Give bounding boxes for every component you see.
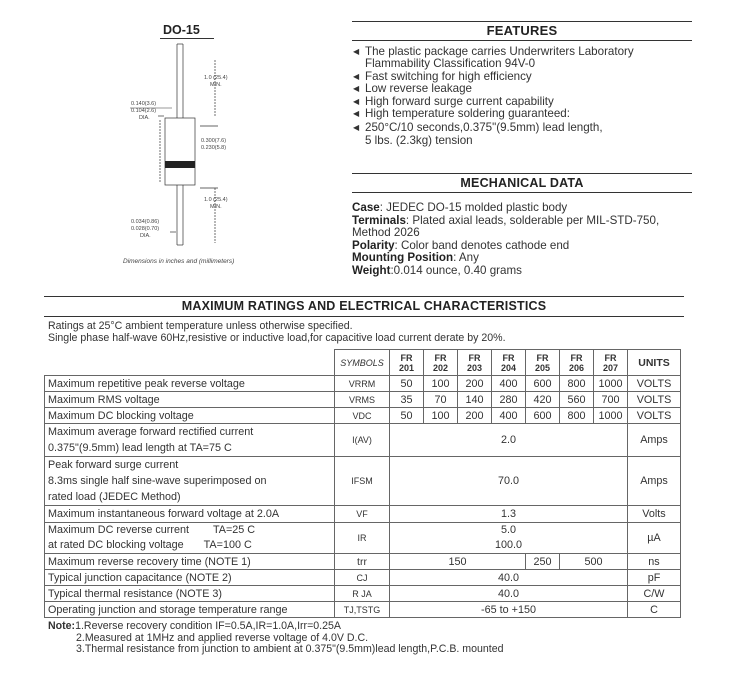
dim-lead-dia-a: 0.034(0.86) (131, 219, 160, 225)
mech-bottom-rule (352, 192, 692, 193)
value-cell: 800 (560, 376, 594, 392)
value-cell: 400 (492, 376, 526, 392)
part-header: FR 201 (390, 350, 424, 376)
feature-item: ◀ 250°C/10 seconds,0.375"(9.5mm) lead length, (353, 121, 603, 135)
dim-body-dia-lbl: DIA. (139, 115, 150, 121)
symbol-cell: TJ,TSTG (335, 602, 390, 618)
feature-item: ◀ Low reverse leakage (353, 82, 472, 96)
symbol-cell: VDC (335, 408, 390, 424)
param-label: Maximum RMS voltage (45, 392, 335, 408)
table-row (45, 506, 681, 523)
features-title: FEATURES (486, 23, 558, 38)
package-title: DO-15 (163, 23, 200, 37)
features-list (352, 46, 712, 147)
dim-body-dia-b: 0.104(2.6) (131, 108, 157, 114)
table-row (45, 570, 681, 586)
value-cell: 100 (424, 408, 458, 424)
symbol-cell: CJ (335, 570, 390, 586)
value-cell: 200 (458, 408, 492, 424)
param-label: Operating junction and storage temperature range (45, 602, 335, 618)
note-1: Note:1.Reverse recovery condition IF=0.5A,IR=1.0A,Irr=0.25A (48, 620, 341, 632)
units-header: UNITS (628, 350, 681, 376)
unit-cell: C (628, 602, 681, 618)
mech-terminals: Terminals: Plated axial leads, solderable per MIL-STD-750, (352, 213, 660, 227)
value-cell: 50 (390, 376, 424, 392)
unit-cell: Amps (628, 424, 681, 457)
value-cell: 400 (492, 408, 526, 424)
part-header: FR 206 (560, 350, 594, 376)
notes (48, 621, 504, 656)
unit-cell: pF (628, 570, 681, 586)
unit-cell: Amps (628, 457, 681, 506)
value-cell: 50 (390, 408, 424, 424)
symbol-cell: IR (335, 523, 390, 554)
dim-body-len-a: 0.300(7.6) (201, 138, 227, 144)
param-label: Maximum average forward rectified current 0.375"(9.5mm) lead length at TA=75 C (45, 424, 335, 457)
unit-cell: µA (628, 523, 681, 554)
param-label: Maximum repetitive peak reverse voltage (45, 376, 335, 392)
symbol-cell: IFSM (335, 457, 390, 506)
feature-item: ◀ Fast switching for high efficiency (353, 69, 532, 83)
value-cell: 1000 (594, 408, 628, 424)
note-2: 2.Measured at 1MHz and applied reverse voltage of 4.0V D.C. (76, 631, 369, 644)
ratings-bottom-rule (44, 316, 684, 317)
param-label: Typical junction capacitance (NOTE 2) (45, 570, 335, 586)
symbol-cell: trr (335, 554, 390, 570)
bullet-icon: ◀ (353, 84, 360, 94)
bullet-icon: ◀ (353, 109, 360, 119)
value-cell: 35 (390, 392, 424, 408)
mech-weight: Weight:0.014 ounce, 0.40 grams (352, 263, 522, 277)
value-cell: 70.0 (390, 457, 628, 506)
value-cell: 1.3 (390, 506, 628, 523)
table-row (45, 586, 681, 602)
value-cell: 420 (526, 392, 560, 408)
dim-body-dia-a: 0.140(3.6) (131, 101, 157, 107)
value-cell: -65 to +150 (390, 602, 628, 618)
value-cell: 600 (526, 408, 560, 424)
table-row (45, 457, 681, 506)
symbol-cell: VRMS (335, 392, 390, 408)
table-row (45, 523, 681, 554)
value-cell: 200 (458, 376, 492, 392)
table-row (45, 376, 681, 392)
mechanical-title: MECHANICAL DATA (460, 176, 584, 190)
value-cell: 250 (526, 554, 560, 570)
part-header: FR 207 (594, 350, 628, 376)
value-cell: 40.0 (390, 586, 628, 602)
mech-terminals-cont: Method 2026 (352, 226, 420, 240)
ratings-table (44, 349, 681, 618)
value-cell: 560 (560, 392, 594, 408)
dim-lead-bot-len: 1.0 (25.4) (204, 197, 228, 203)
ratings-condition-1: Ratings at 25°C ambient temperature unless otherwise specified. (48, 320, 353, 332)
param-label: Maximum reverse recovery time (NOTE 1) (45, 554, 335, 570)
unit-cell: Volts (628, 506, 681, 523)
unit-cell: VOLTS (628, 376, 681, 392)
value-cell: 2.0 (390, 424, 628, 457)
dim-lead-top-min: MIN. (210, 82, 222, 88)
dim-lead-dia-b: 0.028(0.70) (131, 226, 160, 232)
value-cell: 800 (560, 408, 594, 424)
symbol-cell: VRRM (335, 376, 390, 392)
part-header: FR 203 (458, 350, 492, 376)
unit-cell: C/W (628, 586, 681, 602)
symbol-cell: I(AV) (335, 424, 390, 457)
part-header: FR 204 (492, 350, 526, 376)
bullet-icon: ◀ (353, 96, 360, 106)
bullet-icon: ◀ (353, 47, 360, 56)
note-3: 3.Thermal resistance from junction to ambient at 0.375"(9.5mm)lead length,P.C.B. mounted (76, 643, 504, 656)
table-header-row (45, 350, 681, 376)
param-label: Maximum DC blocking voltage (45, 408, 335, 424)
ratings-title: MAXIMUM RATINGS AND ELECTRICAL CHARACTERISTICS (181, 299, 547, 313)
dim-lead-top-len: 1.0 (25.4) (204, 75, 228, 81)
symbol-cell: VF (335, 506, 390, 523)
value-cell: 70 (424, 392, 458, 408)
table-row (45, 392, 681, 408)
table-row (45, 602, 681, 618)
value-cell: 140 (458, 392, 492, 408)
mech-top-rule (352, 173, 692, 174)
feature-item-cont: 5 lbs. (2.3kg) tension (365, 133, 473, 147)
cathode-band (165, 161, 195, 168)
unit-cell: ns (628, 554, 681, 570)
table-row (45, 554, 681, 570)
symbol-cell: R JA (335, 586, 390, 602)
features-top-rule (352, 21, 692, 22)
param-label: Maximum DC reverse current TA=25 C at rated DC blocking voltage TA=100 C (45, 523, 335, 554)
value-cell: 700 (594, 392, 628, 408)
symbols-header: SYMBOLS (335, 350, 390, 376)
feature-item: ◀ High temperature soldering guaranteed: (353, 107, 570, 121)
table-row (45, 424, 681, 457)
part-header: FR 202 (424, 350, 458, 376)
feature-item: ◀ High forward surge current capability (353, 94, 554, 108)
value-cell: 280 (492, 392, 526, 408)
feature-item-cont: Flammability Classification 94V-0 (365, 57, 536, 71)
mech-case: Case: JEDEC DO-15 molded plastic body (352, 201, 568, 214)
dim-lead-dia-lbl: DIA. (140, 233, 151, 239)
table-row (45, 408, 681, 424)
part-header: FR 205 (526, 350, 560, 376)
dim-body-len-b: 0.230(5.8) (201, 145, 227, 151)
value-cell: 600 (526, 376, 560, 392)
value-cell: 40.0 (390, 570, 628, 586)
value-cell: 100 (424, 376, 458, 392)
value-cell: 1000 (594, 376, 628, 392)
blank-header-cell (45, 350, 335, 376)
bullet-icon: ◀ (353, 123, 360, 133)
mech-mounting: Mounting Position: Any (352, 251, 479, 265)
value-cell: 150 (390, 554, 526, 570)
param-label: Peak forward surge current 8.3ms single half sine-wave superimposed on rated load (JEDEC Method) (45, 457, 335, 506)
value-cell: 500 (560, 554, 628, 570)
ratings-condition-2: Single phase half-wave 60Hz,resistive or inductive load,for capacitive load current derate by 20%. (48, 332, 506, 344)
dim-lead-bot-min: MIN. (210, 204, 222, 210)
bullet-icon: ◀ (353, 71, 360, 81)
param-label: Typical thermal resistance (NOTE 3) (45, 586, 335, 602)
mech-polarity: Polarity: Color band denotes cathode end (352, 238, 570, 252)
unit-cell: VOLTS (628, 408, 681, 424)
unit-cell: VOLTS (628, 392, 681, 408)
feature-item: ◀ The plastic package carries Underwriters Laboratory (353, 45, 634, 58)
features-bottom-rule (352, 40, 692, 41)
diode-body (165, 118, 195, 185)
value-cell: 5.0 100.0 (390, 523, 628, 554)
dimensions-caption: Dimensions in inches and (millimeters) (123, 258, 235, 265)
param-label: Maximum instantaneous forward voltage at 2.0A (45, 506, 335, 523)
ratings-top-rule (44, 296, 684, 297)
mechanical-data (352, 202, 722, 278)
